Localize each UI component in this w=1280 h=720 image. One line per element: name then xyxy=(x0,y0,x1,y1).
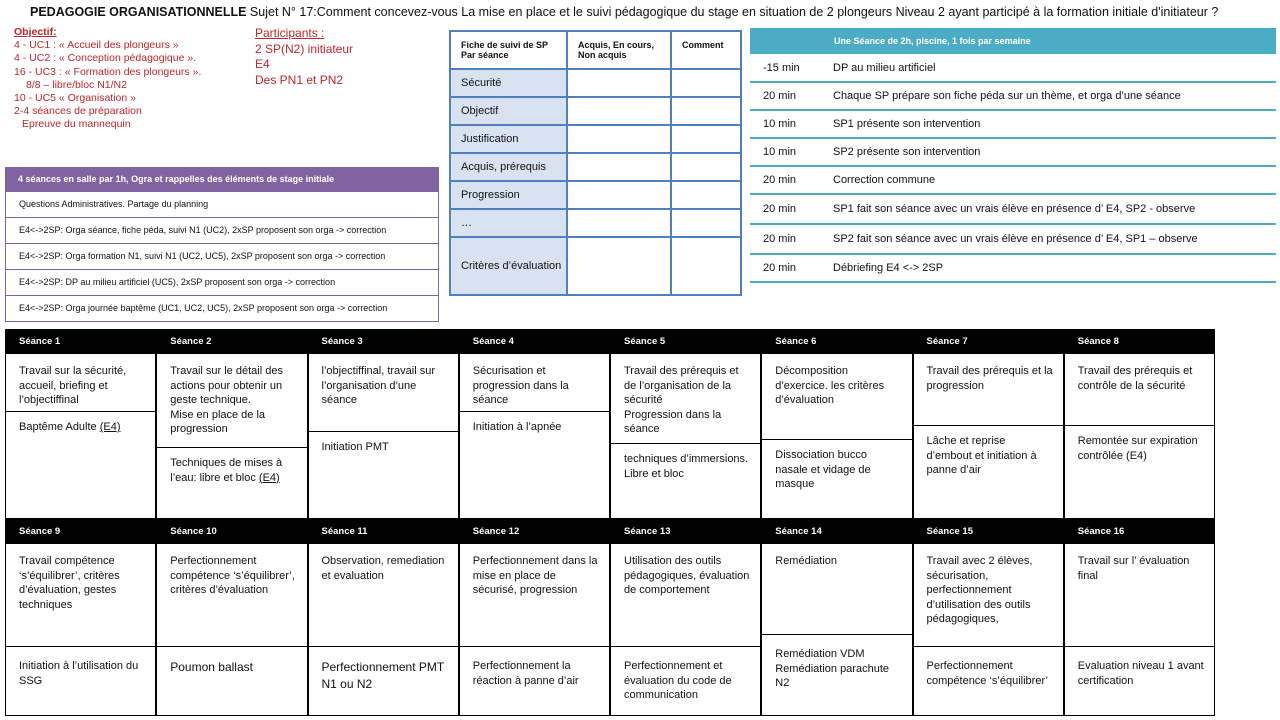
seance-title: Séance 5 xyxy=(611,330,760,354)
seance-content-a: l’objectiffinal, travail sur l’organisation d’une séance xyxy=(309,354,458,432)
seance-content-b xyxy=(1065,426,1214,518)
fiche-suivi-table xyxy=(449,30,742,296)
seance-content-a: Utilisation des outils pédagogiques, évaluation de comportement xyxy=(611,544,760,647)
fiche-header: Comment xyxy=(671,31,741,69)
objective-line: Epreuve du mannequin xyxy=(22,118,131,131)
seance-title: Séance 2 xyxy=(157,330,306,354)
seance-content-b xyxy=(762,635,911,715)
seance-content-a: Travail sur le détail des actions pour obtenir un geste technique. Mise en place de la progression xyxy=(157,354,306,448)
seance-content-b-text: Initiation à l’utilisation du SSG xyxy=(19,660,139,687)
seance-column xyxy=(761,329,912,519)
salle-row: E4<->2SP: Orga séance, fiche péda, suivi N1 (UC2), 2xSP proposent son orga -> correction xyxy=(5,218,439,244)
seance-content-b-text: Initiation PMT xyxy=(321,441,389,453)
fiche-row-label: Justification xyxy=(450,125,567,153)
seance-content-b-text: Perfectionnement compétence ‘s’équilibrer’ xyxy=(926,660,1048,687)
desc-cell: SP2 présente son intervention xyxy=(820,138,1276,166)
fiche-row-label: Sécurité xyxy=(450,69,567,97)
seance-title: Séance 16 xyxy=(1065,520,1214,544)
seance-content-a: Travail compétence ‘s’équilibrer’, critères d’évaluation, gestes techniques xyxy=(6,544,155,647)
document-title xyxy=(30,5,1218,19)
objective-line: 4 - UC2 : « Conception pédagogique ». xyxy=(14,52,197,65)
fiche-cell xyxy=(671,125,741,153)
fiche-cell xyxy=(567,69,671,97)
seance-title: Séance 9 xyxy=(6,520,155,544)
time-cell: 10 min xyxy=(750,110,820,138)
seance-content-a: Perfectionnement dans la mise en place de sécurisé, progression xyxy=(460,544,609,647)
desc-cell: Débriefing E4 <-> 2SP xyxy=(820,254,1276,282)
fiche-cell xyxy=(567,209,671,237)
desc-cell: Correction commune xyxy=(820,166,1276,194)
desc-cell: Chaque SP prépare son fiche péda sur un thème, et orga d’une séance xyxy=(820,82,1276,110)
seances-grid-1-8 xyxy=(5,329,1215,519)
seance-content-a: Observation, remediation et evaluation xyxy=(309,544,458,647)
seance-content-b-text: Dissociation bucco nasale et vidage de masque xyxy=(775,449,871,490)
salle-row: E4<->2SP: DP au milieu artificiel (UC5), 2xSP proposent son orga -> correction xyxy=(5,270,439,296)
seance-content-b-text: Perfectionnement la réaction à panne d’air xyxy=(472,660,579,687)
seance-title: Séance 1 xyxy=(6,330,155,354)
fiche-cell xyxy=(567,153,671,181)
fiche-cell xyxy=(567,125,671,153)
seance-column xyxy=(913,519,1064,716)
seance-title: Séance 7 xyxy=(914,330,1063,354)
seance-column xyxy=(308,329,459,519)
seance-content-b xyxy=(157,647,306,715)
salle-row: Questions Administratives. Partage du planning xyxy=(5,192,439,218)
participant-line: 2 SP(N2) initiateur xyxy=(255,41,354,56)
seances-grid-9-16 xyxy=(5,519,1215,716)
seance-content-b-text: Perfectionnement et évaluation du code de communication xyxy=(624,660,732,701)
fiche-cell xyxy=(671,209,741,237)
salle-row: E4<->2SP: Orga formation N1, suivi N1 (UC2, UC5), 2xSP proposent son orga -> correction xyxy=(5,244,439,270)
title-rest: Sujet N° 17:Comment concevez-vous La mise en place et le suivi pédagogique du stage en situation de 2 plongeurs Niveau 2 ayant participé à la formation initiale d'initiateur ? xyxy=(246,5,1219,19)
seance-content-a: Travail sur l’ évaluation final xyxy=(1065,544,1214,647)
time-cell: 20 min xyxy=(750,166,820,194)
seance-column xyxy=(1064,519,1215,716)
seance-column xyxy=(610,329,761,519)
objective-line: 16 - UC3 : « Formation des plongeurs ». xyxy=(14,65,202,78)
fiche-row-label: Objectif xyxy=(450,97,567,125)
objective-line: 8/8 – libre/bloc N1/N2 xyxy=(26,78,127,91)
seance-column xyxy=(913,329,1064,519)
seance-column xyxy=(459,519,610,716)
fiche-header: Fiche de suivi de SP Par séance xyxy=(450,31,567,69)
objective-line: 10 - UC5 « Organisation » xyxy=(14,92,136,105)
seance-content-b-text: techniques d’immersions. Libre et bloc xyxy=(624,453,749,480)
seance-content-b-text: Poumon ballast xyxy=(170,660,253,674)
fiche-row-label: Acquis, prérequis xyxy=(450,153,567,181)
seance-content-b-text: Remontée sur expiration contrôlée (E4) xyxy=(1077,435,1198,462)
seance-content-b xyxy=(309,432,458,518)
time-cell: 20 min xyxy=(750,254,820,282)
seance-content-a: Travail des prérequis et contrôle de la sécurité xyxy=(1065,354,1214,426)
seance-column xyxy=(308,519,459,716)
seance-content-b-underlined: (E4) xyxy=(99,421,121,433)
seance-column xyxy=(5,329,156,519)
objective-line: 4 - UC1 : « Accueil des plongeurs » xyxy=(14,39,179,52)
objective-line: 2-4 séances de préparation xyxy=(14,105,142,118)
participants-block xyxy=(255,26,353,88)
fiche-cell xyxy=(567,97,671,125)
seance-content-a: Travail sur la sécurité, accueil, briefing et l’objectiffinal xyxy=(6,354,155,412)
participant-line: Des PN1 et PN2 xyxy=(255,72,344,87)
seance-2h-header: Une Séance de 2h, piscine, 1 fois par semaine xyxy=(750,28,1276,54)
desc-cell: DP au milieu artificiel xyxy=(820,54,1276,82)
seance-content-b-underlined: (E4) xyxy=(258,471,280,484)
seance-title: Séance 10 xyxy=(157,520,306,544)
seance-column xyxy=(156,519,307,716)
fiche-cell xyxy=(671,181,741,209)
seance-content-b xyxy=(6,412,155,518)
time-cell: 10 min xyxy=(750,138,820,166)
participant-line: E4 xyxy=(255,57,270,71)
fiche-cell xyxy=(671,69,741,97)
fiche-cell xyxy=(671,237,741,295)
title-bold: PEDAGOGIE ORGANISATIONNELLE xyxy=(30,5,247,19)
seance-content-b xyxy=(611,444,760,518)
seance-content-b xyxy=(309,647,458,715)
seance-content-b xyxy=(460,647,609,715)
time-cell: 20 min xyxy=(750,224,820,254)
seance-content-b xyxy=(762,440,911,518)
desc-cell: SP2 fait son séance avec un vrais élève en présence d’ E4, SP1 – observe xyxy=(820,224,1276,254)
seance-content-b-text: Lâche et reprise d’embout et initiation à panne d’air xyxy=(926,435,1037,476)
time-cell: -15 min xyxy=(750,54,820,82)
seance-column xyxy=(610,519,761,716)
participants-label: Participants : xyxy=(255,26,325,40)
seance-content-b-text: Remédiation VDM Remédiation parachute N2 xyxy=(775,648,889,689)
seance-column xyxy=(459,329,610,519)
fiche-row-label: Critères d’évaluation xyxy=(450,237,567,295)
seance-2h-table xyxy=(750,28,1276,283)
seance-content-b-text: Initiation à l’apnée xyxy=(472,421,562,433)
fiche-cell xyxy=(671,97,741,125)
seance-title: Séance 6 xyxy=(762,330,911,354)
seance-content-b-text: Techniques de mises à l’eau: libre et bloc xyxy=(170,457,283,484)
seance-content-a: Travail avec 2 élèves, sécurisation, perfectionnement d’utilisation des outils pédagogiques, xyxy=(914,544,1063,647)
seance-content-a: Sécurisation et progression dans la séance xyxy=(460,354,609,412)
seance-content-b-text: Baptême Adulte xyxy=(19,421,100,433)
desc-cell: SP1 fait son séance avec un vrais élève en présence d’ E4, SP2 - observe xyxy=(820,194,1276,224)
objective-label: Objectif: xyxy=(14,26,57,38)
fiche-cell xyxy=(671,153,741,181)
time-cell: 20 min xyxy=(750,82,820,110)
salle-header: 4 séances en salle par 1h, Ogra et rappelles des éléments de stage initiale xyxy=(5,167,439,192)
seance-content-b xyxy=(157,448,306,518)
fiche-row-label: … xyxy=(450,209,567,237)
desc-cell: SP1 présente son intervention xyxy=(820,110,1276,138)
seance-title: Séance 15 xyxy=(914,520,1063,544)
seance-title: Séance 11 xyxy=(309,520,458,544)
objective-block xyxy=(14,26,201,132)
seance-content-b xyxy=(611,647,760,715)
seance-title: Séance 4 xyxy=(460,330,609,354)
seance-content-b-text: Perfectionnement PMT N1 ou N2 xyxy=(321,660,445,691)
seance-title: Séance 3 xyxy=(309,330,458,354)
seance-content-a: Perfectionnement compétence ‘s’équilibrer’, critères d’évaluation xyxy=(157,544,306,647)
seance-content-b xyxy=(914,647,1063,715)
seance-title: Séance 14 xyxy=(762,520,911,544)
seance-content-b xyxy=(914,426,1063,518)
time-cell: 20 min xyxy=(750,194,820,224)
fiche-cell xyxy=(567,181,671,209)
seance-column xyxy=(156,329,307,519)
seance-content-b xyxy=(460,412,609,518)
seance-column xyxy=(5,519,156,716)
seance-content-a: Travail des prérequis et la progression xyxy=(914,354,1063,426)
seance-content-a: Décomposition d’exercice. les critères d’évaluation xyxy=(762,354,911,440)
fiche-row-label: Progression xyxy=(450,181,567,209)
seance-content-a: Travail des prérequis et de l’organisation de la sécurité Progression dans la séance xyxy=(611,354,760,444)
fiche-header: Acquis, En cours, Non acquis xyxy=(567,31,671,69)
seance-column xyxy=(761,519,912,716)
salle-row: E4<->2SP: Orga journée baptême (UC1, UC2, UC5), 2xSP proposent son orga -> correction xyxy=(5,296,439,322)
seance-content-b-text: Evaluation niveau 1 avant certification xyxy=(1077,660,1204,687)
seance-title: Séance 8 xyxy=(1065,330,1214,354)
seance-title: Séance 13 xyxy=(611,520,760,544)
seance-content-b xyxy=(6,647,155,715)
seance-content-b xyxy=(1065,647,1214,715)
seance-title: Séance 12 xyxy=(460,520,609,544)
salle-sessions-table xyxy=(5,167,439,322)
seance-content-a: Remédiation xyxy=(762,544,911,635)
fiche-cell xyxy=(567,237,671,295)
seance-column xyxy=(1064,329,1215,519)
